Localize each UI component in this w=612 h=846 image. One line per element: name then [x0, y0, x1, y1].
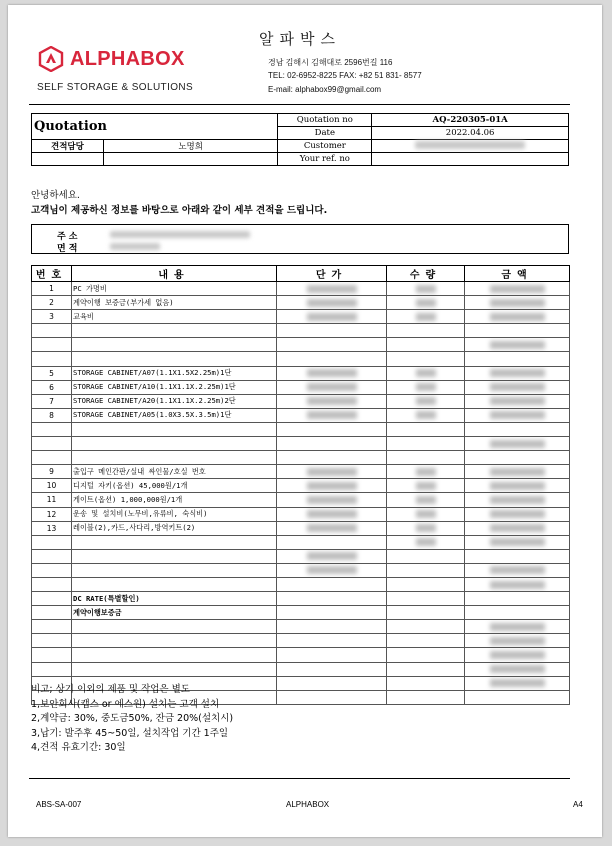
row-no — [32, 422, 72, 436]
row-unit-price — [277, 507, 387, 521]
row-quantity — [387, 521, 465, 535]
row-description: 계약이행보증금 — [72, 606, 277, 620]
redacted-value — [416, 496, 436, 504]
row-no — [32, 535, 72, 549]
table-row — [32, 535, 570, 549]
blank-cell — [32, 153, 104, 166]
row-description: PC 가명비 — [72, 282, 277, 296]
row-amount — [465, 507, 570, 521]
row-no — [32, 437, 72, 451]
row-unit-price — [277, 394, 387, 408]
yourref-label: Your ref. no — [278, 153, 372, 166]
row-amount — [465, 465, 570, 479]
redacted-value — [307, 496, 357, 504]
row-no: 10 — [32, 479, 72, 493]
date-label: Date — [278, 127, 372, 140]
row-amount — [465, 324, 570, 338]
quotation-items-table — [31, 265, 570, 705]
row-amount — [465, 338, 570, 352]
redacted-value — [416, 538, 436, 546]
row-description: STORAGE CABINET/A10(1.1X1.1X.2.25m)1단 — [72, 380, 277, 394]
redacted-area — [110, 243, 160, 250]
row-amount — [465, 352, 570, 366]
row-quantity — [387, 380, 465, 394]
table-row — [32, 479, 570, 493]
greeting-line2: 고객님이 제공하신 정보를 바탕으로 아래와 같이 세부 견적을 드립니다. — [31, 205, 328, 216]
table-row — [32, 310, 570, 324]
redacted-value — [416, 285, 436, 293]
table-row — [32, 380, 570, 394]
row-quantity — [387, 606, 465, 620]
row-description — [72, 634, 277, 648]
note-line: 3,납기: 발주후 45~50일, 설치작업 기간 1주일 — [31, 727, 229, 739]
quotation-title: Quotation — [34, 119, 107, 134]
row-description — [72, 662, 277, 676]
row-amount — [465, 535, 570, 549]
table-row — [32, 662, 570, 676]
row-description: STORAGE CABINET/A20(1.1X1.1X.2.25m)2단 — [72, 394, 277, 408]
table-row — [32, 366, 570, 380]
row-unit-price — [277, 634, 387, 648]
logo-text: ALPHABOX — [70, 47, 185, 70]
staff-value: 노명희 — [103, 140, 278, 153]
row-unit-price — [277, 592, 387, 606]
row-amount — [465, 662, 570, 676]
row-quantity — [387, 310, 465, 324]
row-quantity — [387, 437, 465, 451]
row-no — [32, 648, 72, 662]
redacted-value — [490, 538, 545, 546]
row-amount — [465, 479, 570, 493]
row-amount — [465, 690, 570, 704]
table-row — [32, 634, 570, 648]
table-row — [32, 422, 570, 436]
row-unit-price — [277, 690, 387, 704]
row-description: 교육비 — [72, 310, 277, 324]
row-quantity — [387, 282, 465, 296]
row-quantity — [387, 465, 465, 479]
row-no — [32, 549, 72, 563]
row-description: 운송 및 설치비(노무비,유류비, 숙식비) — [72, 507, 277, 521]
row-unit-price — [277, 479, 387, 493]
row-description — [72, 648, 277, 662]
redacted-value — [490, 482, 545, 490]
customer-label: Customer — [278, 140, 372, 153]
row-quantity — [387, 563, 465, 577]
area-label: 면적 — [57, 244, 81, 254]
row-quantity — [387, 634, 465, 648]
row-no — [32, 563, 72, 577]
table-row — [32, 282, 570, 296]
redacted-value — [490, 637, 545, 645]
row-quantity — [387, 620, 465, 634]
row-description: STORAGE CABINET/A05(1.0X3.5X.3.5m)1단 — [72, 408, 277, 422]
row-quantity — [387, 549, 465, 563]
row-quantity — [387, 338, 465, 352]
row-unit-price — [277, 352, 387, 366]
greeting-line1: 안녕하세요. — [31, 190, 80, 201]
redacted-value — [490, 440, 545, 448]
row-no: 2 — [32, 296, 72, 310]
header-amount: 금액 — [465, 266, 570, 282]
row-description — [72, 577, 277, 591]
row-quantity — [387, 592, 465, 606]
table-row — [32, 577, 570, 591]
row-unit-price — [277, 662, 387, 676]
table-row — [32, 507, 570, 521]
row-quantity — [387, 352, 465, 366]
row-amount — [465, 634, 570, 648]
row-description — [72, 338, 277, 352]
row-unit-price — [277, 282, 387, 296]
row-quantity — [387, 366, 465, 380]
row-description — [72, 324, 277, 338]
row-unit-price — [277, 676, 387, 690]
redacted-value — [416, 369, 436, 377]
footer-company: ALPHABOX — [286, 800, 330, 809]
row-no — [32, 592, 72, 606]
row-quantity — [387, 690, 465, 704]
row-no: 11 — [32, 493, 72, 507]
row-amount — [465, 521, 570, 535]
table-row — [32, 606, 570, 620]
row-unit-price — [277, 465, 387, 479]
row-description: DC RATE(특별할인) — [72, 592, 277, 606]
row-amount — [465, 366, 570, 380]
row-no — [32, 606, 72, 620]
row-description — [72, 620, 277, 634]
redacted-value — [490, 411, 545, 419]
row-quantity — [387, 535, 465, 549]
footer-doc-code: ABS-SA-007 — [36, 800, 82, 809]
redacted-value — [490, 510, 545, 518]
row-no — [32, 634, 72, 648]
redacted-address — [110, 231, 250, 238]
redacted-value — [307, 468, 357, 476]
row-unit-price — [277, 535, 387, 549]
row-description: 게이트(옵션) 1,000,000원/1개 — [72, 493, 277, 507]
table-row — [32, 352, 570, 366]
redacted-value — [416, 510, 436, 518]
staff-label: 견적담당 — [32, 140, 104, 153]
row-no — [32, 620, 72, 634]
site-info-box — [31, 224, 569, 254]
row-amount — [465, 493, 570, 507]
row-amount — [465, 282, 570, 296]
row-quantity — [387, 577, 465, 591]
note-line: 4,견적 유효기간: 30일 — [31, 742, 126, 754]
row-amount — [465, 437, 570, 451]
row-unit-price — [277, 648, 387, 662]
header-unit-price: 단가 — [277, 266, 387, 282]
redacted-value — [307, 397, 357, 405]
row-description: 출입구 메인간판/실내 싸인물/호실 번호 — [72, 465, 277, 479]
table-row — [32, 549, 570, 563]
row-unit-price — [277, 408, 387, 422]
date-value: 2022.04.06 — [372, 127, 569, 140]
row-amount — [465, 380, 570, 394]
row-quantity — [387, 394, 465, 408]
row-unit-price — [277, 366, 387, 380]
redacted-value — [490, 285, 545, 293]
row-amount — [465, 620, 570, 634]
address-label: 주소 — [57, 232, 81, 242]
redacted-value — [307, 524, 357, 532]
row-description: STORAGE CABINET/A07(1.1X1.5X2.25m)1단 — [72, 366, 277, 380]
table-header-row — [32, 266, 570, 282]
redacted-value — [307, 510, 357, 518]
row-unit-price — [277, 338, 387, 352]
redacted-value — [490, 299, 545, 307]
row-no: 7 — [32, 394, 72, 408]
redacted-customer — [415, 141, 525, 149]
redacted-value — [490, 496, 545, 504]
row-unit-price — [277, 549, 387, 563]
row-amount — [465, 676, 570, 690]
row-no — [32, 324, 72, 338]
table-row — [32, 493, 570, 507]
redacted-value — [490, 397, 545, 405]
note-line: 비고; 상기 이외의 제품 및 작업은 별도 — [31, 684, 190, 695]
row-quantity — [387, 408, 465, 422]
row-description — [72, 352, 277, 366]
row-description: 디지털 자키(옵션) 45,000원/1개 — [72, 479, 277, 493]
row-no: 3 — [32, 310, 72, 324]
table-row — [32, 563, 570, 577]
row-quantity — [387, 648, 465, 662]
row-description — [72, 437, 277, 451]
note-line: 1,보안회사(캡스 or 에스원) 설치는 고객 설치 — [31, 698, 220, 710]
row-unit-price — [277, 422, 387, 436]
customer-value — [372, 140, 569, 153]
row-amount — [465, 549, 570, 563]
row-no: 8 — [32, 408, 72, 422]
redacted-value — [490, 623, 545, 631]
row-amount — [465, 451, 570, 465]
row-description — [72, 563, 277, 577]
company-address: 경남 김해시 김해대로 2596번길 116 — [268, 58, 393, 67]
redacted-value — [307, 383, 357, 391]
row-unit-price — [277, 310, 387, 324]
row-unit-price — [277, 451, 387, 465]
table-row — [32, 408, 570, 422]
redacted-value — [490, 468, 545, 476]
table-row — [32, 338, 570, 352]
row-no: 12 — [32, 507, 72, 521]
redacted-value — [416, 468, 436, 476]
redacted-value — [416, 383, 436, 391]
redacted-value — [416, 482, 436, 490]
redacted-value — [490, 566, 545, 574]
redacted-value — [416, 524, 436, 532]
row-no — [32, 662, 72, 676]
footer-paper-size: A4 — [573, 800, 583, 809]
header-divider — [29, 104, 570, 105]
row-quantity — [387, 451, 465, 465]
row-description: 계약이행 보증금(부가세 없음) — [72, 296, 277, 310]
alphabox-logo-icon — [38, 46, 64, 72]
redacted-value — [490, 651, 545, 659]
redacted-value — [416, 299, 436, 307]
row-no — [32, 451, 72, 465]
redacted-value — [490, 369, 545, 377]
quotation-title-cell — [32, 114, 278, 140]
row-no: 6 — [32, 380, 72, 394]
row-unit-price — [277, 563, 387, 577]
row-no: 9 — [32, 465, 72, 479]
row-quantity — [387, 662, 465, 676]
row-no — [32, 577, 72, 591]
table-row — [32, 465, 570, 479]
row-amount — [465, 394, 570, 408]
quotation-no-label: Quotation no — [278, 114, 372, 127]
redacted-value — [307, 411, 357, 419]
row-description: 레이블(2),카드,사다리,방역키트(2) — [72, 521, 277, 535]
row-amount — [465, 563, 570, 577]
row-unit-price — [277, 296, 387, 310]
footer-divider — [29, 778, 570, 779]
table-row — [32, 394, 570, 408]
row-no: 1 — [32, 282, 72, 296]
redacted-value — [490, 524, 545, 532]
redacted-value — [307, 285, 357, 293]
row-description — [72, 422, 277, 436]
row-amount — [465, 577, 570, 591]
table-row — [32, 437, 570, 451]
row-no: 5 — [32, 366, 72, 380]
row-no — [32, 352, 72, 366]
quotation-no-value: AQ-220305-01A — [372, 114, 569, 127]
row-unit-price — [277, 437, 387, 451]
note-line: 2,계약금: 30%, 중도금50%, 잔금 20%(설치시) — [31, 713, 234, 725]
redacted-value — [490, 665, 545, 673]
row-amount — [465, 296, 570, 310]
row-description — [72, 549, 277, 563]
notes-section — [31, 683, 233, 756]
redacted-value — [490, 581, 545, 589]
row-quantity — [387, 324, 465, 338]
table-row — [32, 324, 570, 338]
row-quantity — [387, 676, 465, 690]
redacted-value — [416, 397, 436, 405]
row-unit-price — [277, 577, 387, 591]
row-amount — [465, 592, 570, 606]
header-no: 번호 — [32, 266, 72, 282]
company-name: 알파박스 — [259, 30, 341, 48]
redacted-value — [490, 313, 545, 321]
redacted-value — [307, 482, 357, 490]
row-amount — [465, 648, 570, 662]
redacted-value — [307, 313, 357, 321]
row-description — [72, 535, 277, 549]
header-description: 내용 — [72, 266, 277, 282]
row-quantity — [387, 479, 465, 493]
yourref-value — [372, 153, 569, 166]
redacted-value — [307, 369, 357, 377]
row-unit-price — [277, 521, 387, 535]
row-quantity — [387, 507, 465, 521]
redacted-value — [490, 679, 545, 687]
company-tagline: SELF STORAGE & SOLUTIONS — [37, 82, 194, 93]
table-row — [32, 592, 570, 606]
redacted-value — [307, 299, 357, 307]
redacted-value — [416, 411, 436, 419]
row-unit-price — [277, 380, 387, 394]
row-quantity — [387, 422, 465, 436]
row-amount — [465, 408, 570, 422]
row-amount — [465, 606, 570, 620]
row-no — [32, 338, 72, 352]
table-row — [32, 648, 570, 662]
row-amount — [465, 310, 570, 324]
company-logo — [38, 46, 185, 72]
row-quantity — [387, 296, 465, 310]
redacted-value — [307, 552, 357, 560]
quotation-info-table — [31, 113, 569, 166]
redacted-value — [490, 383, 545, 391]
row-unit-price — [277, 493, 387, 507]
redacted-value — [490, 341, 545, 349]
table-row — [32, 451, 570, 465]
company-email: E-mail: alphabox99@gmail.com — [268, 85, 382, 94]
row-amount — [465, 422, 570, 436]
row-unit-price — [277, 324, 387, 338]
row-no: 13 — [32, 521, 72, 535]
table-row — [32, 296, 570, 310]
row-unit-price — [277, 606, 387, 620]
company-tel-fax: TEL: 02-6952-8225 FAX: +82 51 831- 8577 — [268, 71, 422, 80]
header-quantity: 수량 — [387, 266, 465, 282]
blank-cell — [103, 153, 278, 166]
redacted-value — [416, 313, 436, 321]
row-unit-price — [277, 620, 387, 634]
table-row — [32, 521, 570, 535]
row-description — [72, 451, 277, 465]
table-row — [32, 620, 570, 634]
redacted-value — [307, 566, 357, 574]
row-quantity — [387, 493, 465, 507]
